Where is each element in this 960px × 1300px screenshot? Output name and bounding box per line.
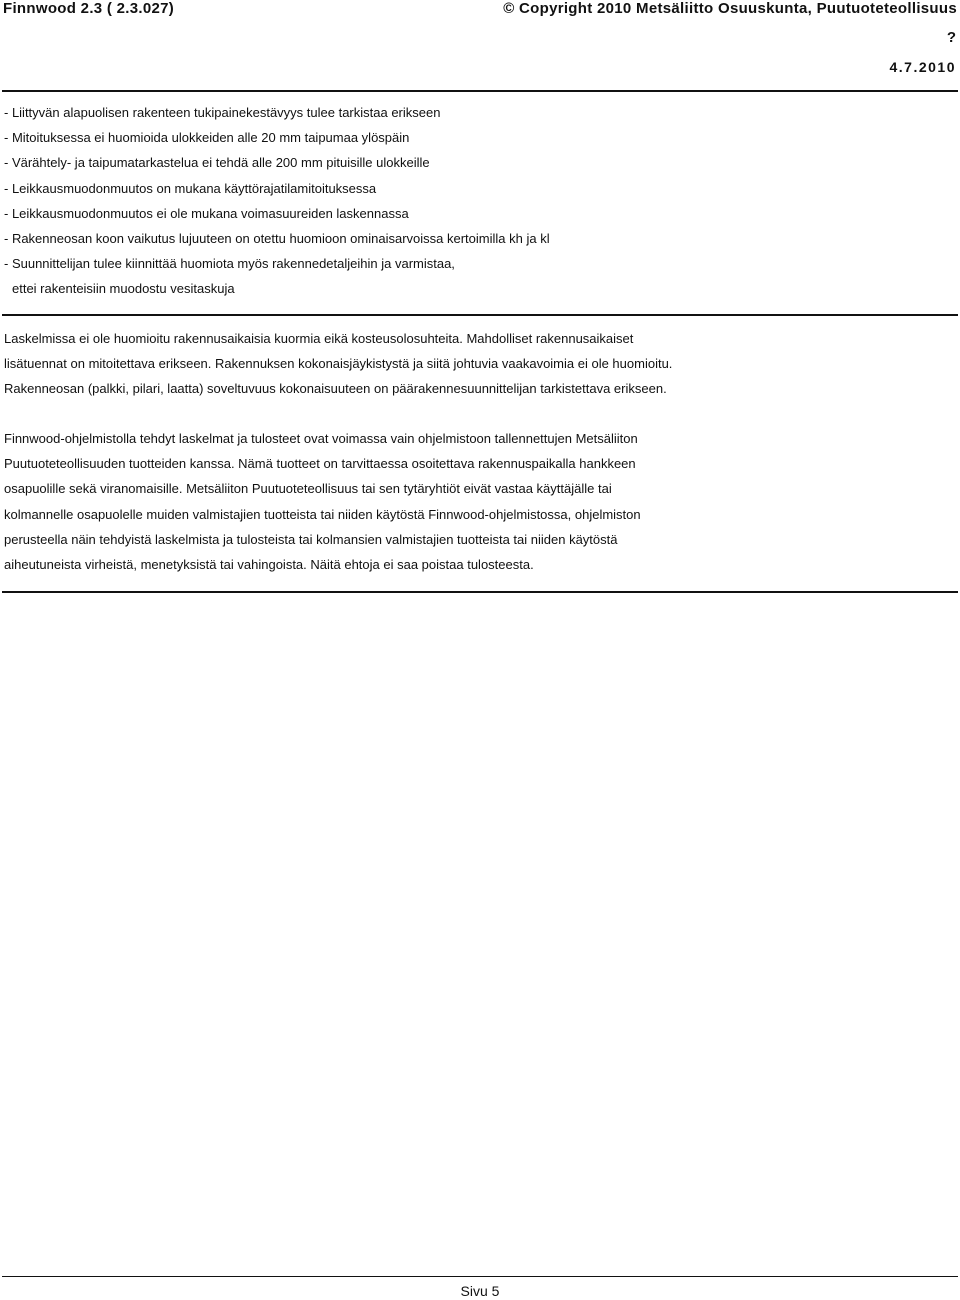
paragraph-line: osapuolille sekä viranomaisille. Metsäliiton Puutuoteteollisuus tai sen tytäryhtiöt eivät vastaa käyttäjälle tai [4, 481, 612, 497]
footer-divider [2, 1276, 958, 1277]
disclaimer-paragraph [4, 429, 641, 580]
note-item: - Mitoituksessa ei huomioida ulokkeiden alle 20 mm taipumaa ylöspäin [4, 130, 410, 146]
note-item: - Leikkausmuodonmuutos ei ole mukana voimasuureiden laskennassa [4, 205, 409, 221]
note-item: - Suunnittelijan tulee kiinnittää huomiota myös rakennedetaljeihin ja varmistaa, [4, 256, 455, 272]
paragraph-line: Laskelmissa ei ole huomioitu rakennusaikaisia kuormia eikä kosteusolosuhteita. Mahdolliset rakennusaikaiset [4, 331, 634, 346]
paragraph-line: Puutuoteteollisuuden tuotteiden kanssa. Nämä tuotteet on tarvittaessa osoitettava rakennuspaikalla hankkeen [4, 456, 636, 472]
header-program-version: Finnwood 2.3 ( 2.3.027) [3, 0, 175, 17]
header-divider [2, 90, 958, 92]
note-item: - Rakenneosan koon vaikutus lujuuteen on otettu huomioon ominaisarvoissa kertoimilla kh ja kl [4, 230, 550, 246]
note-item: - Leikkausmuodonmuutos on mukana käyttörajatilamitoituksessa [4, 180, 377, 196]
paragraph-line: Rakenneosan (palkki, pilari, laatta) soveltuvuus kokonaisuuteen on päärakennesuunnittelijan tarkistettava erikseen. [4, 381, 667, 397]
notes-list [4, 103, 550, 305]
paragraph-line: aiheutuneista virheistä, menetyksistä tai vahingoista. Näitä ehtoja ei saa poistaa tulosteesta. [4, 556, 534, 572]
note-item: - Liittyvän alapuolisen rakenteen tukipainekestävyys tulee tarkistaa erikseen [4, 105, 441, 120]
note-item: - Värähtely- ja taipumatarkastelua ei tehdä alle 200 mm pituisille ulokkeille [4, 155, 430, 171]
header-date: 4.7.2010 [889, 59, 956, 75]
construction-loads-paragraph [4, 329, 672, 405]
header-mark: ? [946, 29, 956, 46]
paragraph-line: Finnwood-ohjelmistolla tehdyt laskelmat ja tulosteet ovat voimassa vain ohjelmistoon tallennettujen Metsäliiton [4, 431, 638, 446]
notes-divider [2, 314, 958, 316]
page-number: Sivu 5 [460, 1283, 500, 1299]
note-item-continuation: ettei rakenteisiin muodostu vesitaskuja [12, 281, 235, 297]
content-end-divider [2, 591, 958, 593]
paragraph-line: perusteella näin tehdyistä laskelmista ja tulosteista tai kolmansien valmistajien tuotteista tai niiden käytöstä [4, 531, 618, 547]
header-copyright: © Copyright 2010 Metsäliitto Osuuskunta, Puutuoteteollisuus [503, 0, 957, 17]
paragraph-line: lisätuennat on mitoitettava erikseen. Rakennuksen kokonaisjäykistystä ja siitä johtuvia vaakavoimia ei ole huomioitu. [4, 356, 673, 372]
paragraph-line: kolmannelle osapuolelle muiden valmistajien tuotteista tai niiden käytöstä Finnwood-ohjelmistossa, ohjelmiston [4, 506, 641, 522]
